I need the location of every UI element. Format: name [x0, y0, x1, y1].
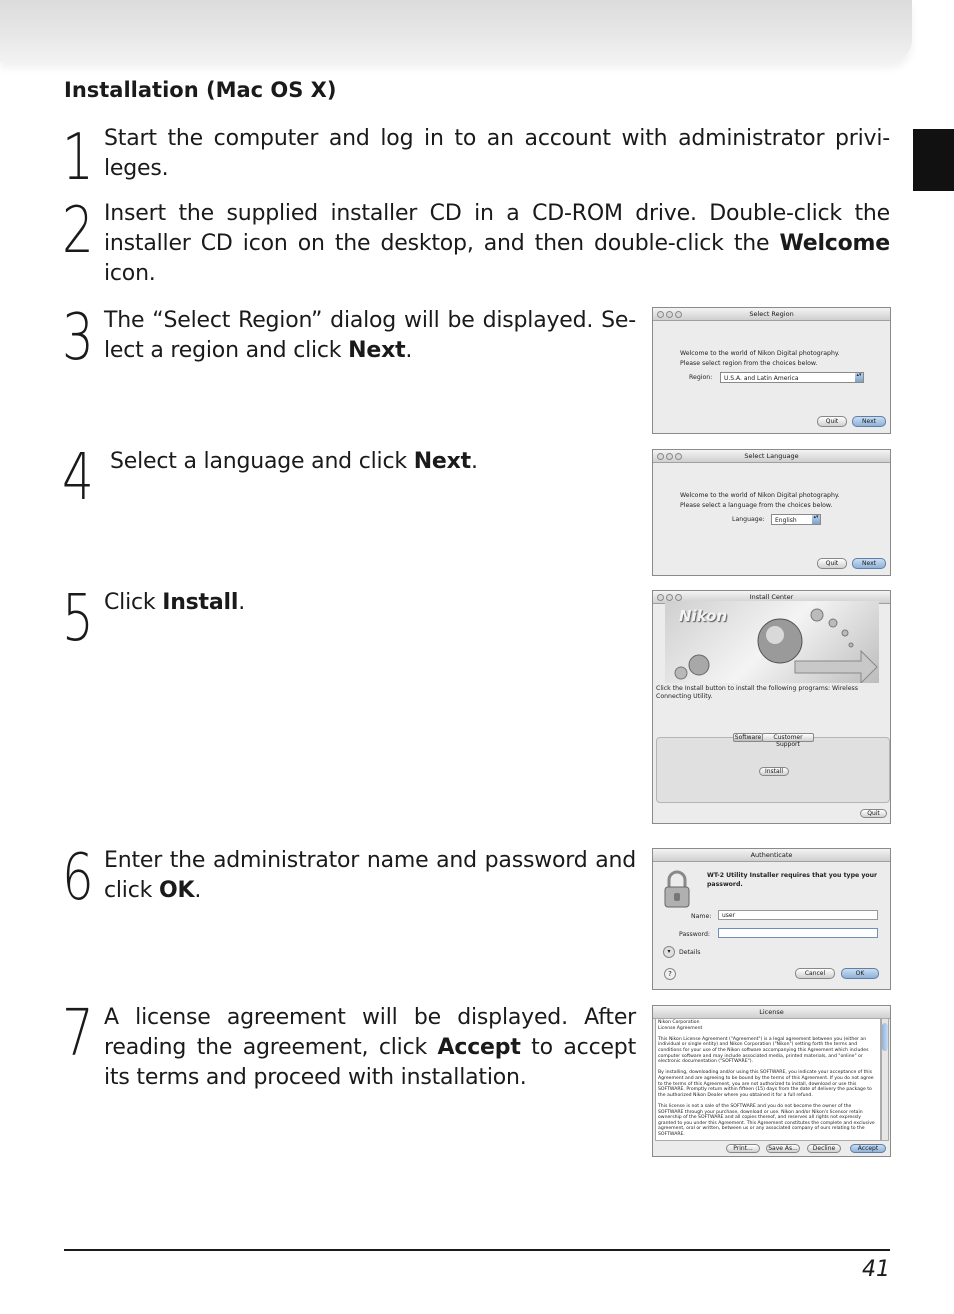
nikon-banner-image	[665, 601, 879, 683]
nikon-logo: Nikon	[679, 607, 728, 625]
password-field[interactable]	[718, 928, 878, 938]
install-center-dialog	[652, 590, 891, 824]
ok-button[interactable]: OK	[841, 968, 879, 979]
dialog-title: License	[759, 1008, 784, 1016]
license-text-area[interactable]	[655, 1018, 881, 1141]
window-controls[interactable]	[657, 452, 684, 464]
next-button[interactable]: Next	[852, 416, 886, 427]
password-label: Password:	[679, 931, 710, 938]
chapter-tab-marker	[913, 129, 954, 191]
quit-button[interactable]: Quit	[817, 558, 847, 569]
region-label: Region:	[689, 374, 713, 381]
scrollbar[interactable]	[881, 1018, 889, 1141]
help-icon[interactable]: ?	[664, 968, 676, 980]
step-text-3: The “Select Region” dialog will be displayed. Se- lect a region and click Next.	[104, 308, 636, 363]
step-text-4: Select a language and click Next.	[110, 449, 478, 474]
language-select[interactable]: English ▴▾	[771, 514, 821, 525]
step-number-4: 4	[62, 441, 94, 515]
region-select[interactable]: U.S.A. and Latin America ▴▾	[720, 372, 864, 383]
dialog-titlebar	[653, 450, 890, 463]
select-region-dialog	[652, 307, 891, 434]
step-number-6: 6	[62, 841, 94, 915]
step-text-7: A license agreement will be displayed. After reading the agreement, click Accept to accept its terms and proceed with installation.	[104, 1005, 636, 1090]
name-field[interactable]: user	[718, 910, 878, 920]
dialog-title: Authenticate	[750, 851, 793, 859]
print-button[interactable]: Print...	[726, 1144, 760, 1153]
language-label: Language:	[732, 516, 765, 523]
scroll-thumb[interactable]	[882, 1023, 888, 1051]
tab-customer-support[interactable]: Customer Support	[762, 733, 814, 742]
popup-arrows-icon: ▴▾	[855, 373, 863, 382]
cancel-button[interactable]: Cancel	[795, 968, 835, 979]
install-button[interactable]: Install	[759, 767, 789, 776]
details-label[interactable]: Details	[679, 949, 701, 956]
license-text: Nikon Corporation License Agreement This Nikon License Agreement ("Agreement") is a legal agreement between you (either an individual or single entity) and Nikon Corporation ("Nikon") setting forth the terms and conditions for your use of the Nikon software accompanying this Agreement which includes computer software and may include associated media, printed materials, and "online" or electronic documentation ("SOFTWARE"). By installing, downloading and/or using this SOFTWARE, you indicate your acceptance of this Agreement and are agreeing to be bound by the terms of this Agreement. If you do not agree to the terms of this Agreement, you are not authorized to install, download or use this SOFTWARE. Promptly return within fifteen (15) days from the date of delivery the package to the authorized Nikon Dealer where you obtained it for a full refund. This license is not a sale of the SOFTWARE and you do not become the owner of the SOFTWARE through your purchase, download or use. Nikon and/or Nikon's licensor retain ownership of the SOFTWARE and all copies thereof, and reserves all rights not expressly granted to you under this Agreement. This Agreement constitutes the complete and exclusive agreement, oral or written, between us or any associated company of ours relating to the SOFTWARE.	[658, 1020, 875, 1137]
dialog-titlebar	[653, 308, 890, 321]
step-number-2: 2	[62, 194, 94, 268]
step-text-6: Enter the administrator name and password and click OK.	[104, 848, 636, 903]
step-number-1: 1	[62, 121, 94, 195]
header-band	[0, 0, 912, 62]
decline-button[interactable]: Decline	[807, 1144, 841, 1153]
section-title: Installation (Mac OS X)	[64, 78, 337, 102]
dialog-title: Install Center	[749, 593, 794, 601]
install-description: Click the Install button to install the following programs: Wireless Connecting Utility.	[656, 685, 858, 700]
dialog-titlebar	[653, 849, 890, 862]
save-as-button[interactable]: Save As...	[766, 1144, 800, 1153]
tab-software[interactable]: Software	[734, 734, 762, 741]
step-text-1: Start the computer and log in to an account with administrator privi- leges.	[104, 126, 890, 181]
page-number: 41	[862, 1257, 890, 1282]
popup-arrows-icon: ▴▾	[812, 515, 820, 524]
step-number-3: 3	[62, 301, 94, 375]
welcome-line: Welcome to the world of Nikon Digital photography.	[680, 492, 840, 499]
lock-icon	[661, 869, 693, 909]
auth-message: WT-2 Utility Installer requires that you type your password.	[707, 872, 878, 888]
disclosure-triangle-icon[interactable]: ▾	[663, 946, 675, 958]
step-number-5: 5	[62, 582, 94, 656]
next-button[interactable]: Next	[852, 558, 886, 569]
license-dialog	[652, 1005, 891, 1157]
select-language-dialog	[652, 449, 891, 576]
accept-button[interactable]: Accept	[850, 1144, 886, 1153]
quit-button[interactable]: Quit	[860, 809, 887, 818]
step-text-2: Insert the supplied installer CD in a CD-ROM drive. Double-click the installer CD icon on the desktop, and then double-click the Welcome icon.	[104, 201, 890, 286]
window-controls[interactable]	[657, 310, 684, 322]
dialog-title: Select Region	[749, 310, 794, 318]
instruction-line: Please select region from the choices below.	[680, 360, 818, 367]
step-number-7: 7	[62, 997, 94, 1071]
name-label: Name:	[691, 913, 712, 920]
dialog-title: Select Language	[744, 452, 799, 460]
step-text-5: Click Install.	[104, 590, 246, 615]
welcome-bold: Welcome	[779, 231, 890, 256]
authenticate-dialog	[652, 848, 891, 990]
welcome-line: Welcome to the world of Nikon Digital photography.	[680, 350, 840, 357]
footer-rule	[64, 1249, 890, 1251]
quit-button[interactable]: Quit	[817, 416, 847, 427]
instruction-line: Please select a language from the choices below.	[680, 502, 833, 509]
